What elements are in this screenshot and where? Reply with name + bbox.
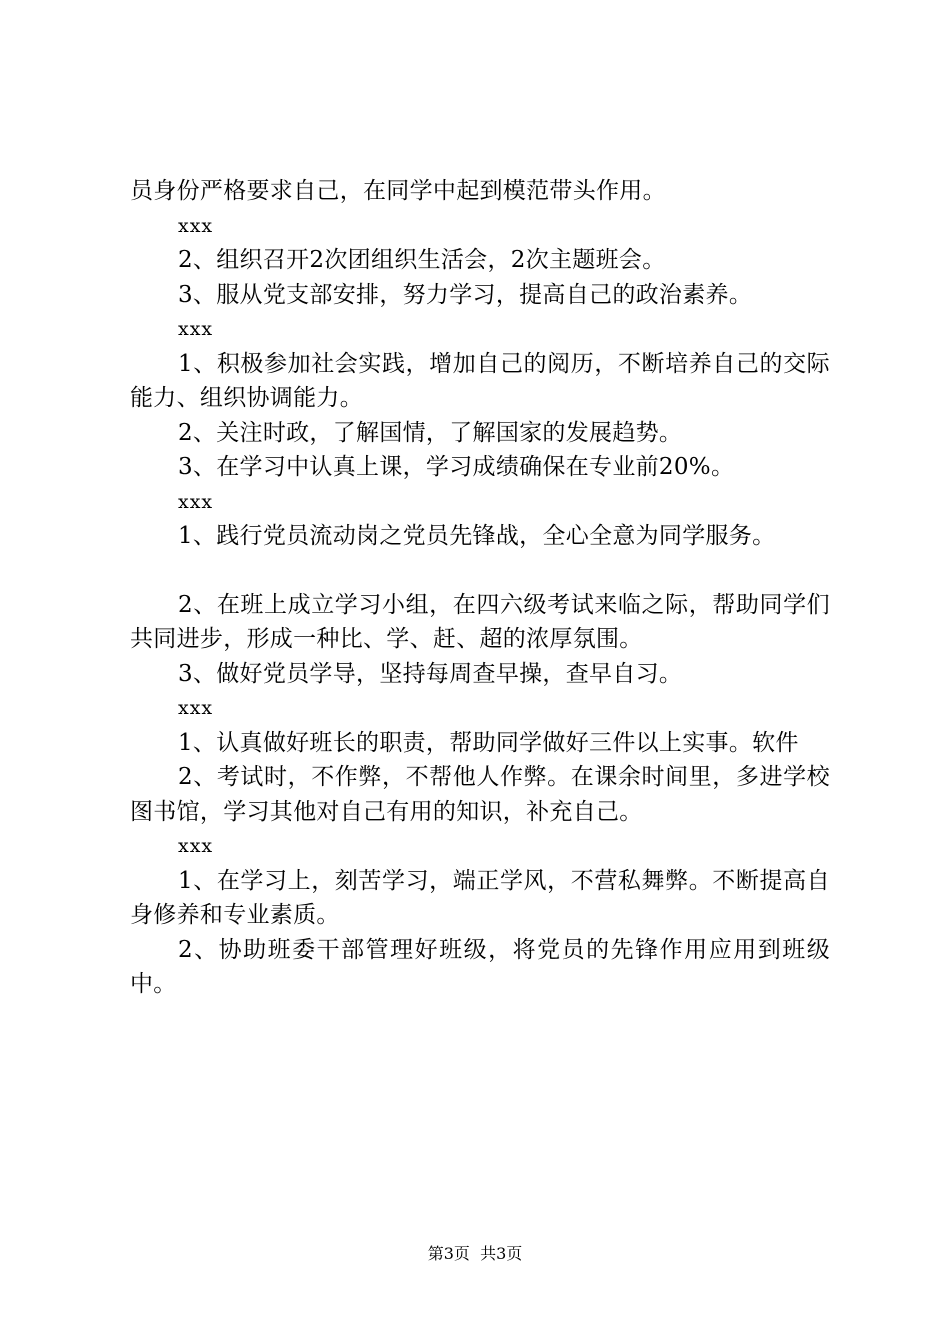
body-paragraph: 1、积极参加社会实践，增加自己的阅历，不断培养自己的交际能力、组织协调能力。 <box>130 350 830 411</box>
body-paragraph: 3、做好党员学导，坚持每周查早操，查早自习。 <box>178 660 683 687</box>
body-paragraph: 3、在学习中认真上课，学习成绩确保在专业前20%。 <box>178 454 735 480</box>
page-footer <box>0 1244 950 1264</box>
document-body <box>130 174 830 1002</box>
section-heading: xxx <box>178 697 214 719</box>
body-paragraph: 1、在学习上，刻苦学习，端正学风，不营私舞弊。不断提高自身修养和专业素质。 <box>130 867 830 928</box>
body-paragraph: 2、组织召开2次团组织生活会，2次主题班会。 <box>178 247 666 273</box>
body-paragraph: 1、认真做好班长的职责，帮助同学做好三件以上实事。软件 <box>178 729 799 756</box>
section-heading: xxx <box>178 214 214 237</box>
body-paragraph: 2、协助班委干部管理好班级，将党员的先锋作用应用到班级中。 <box>130 936 830 997</box>
body-paragraph: 2、在班上成立学习小组，在四六级考试来临之际，帮助同学们共同进步，形成一种比、学、赶、超的浓厚氛围。 <box>130 591 830 652</box>
body-paragraph: 员身份严格要求自己，在同学中起到模范带头作用。 <box>130 178 666 204</box>
body-paragraph: 1、践行党员流动岗之党员先锋战，全心全意为同学服务。 <box>178 523 776 549</box>
section-heading: xxx <box>178 835 214 857</box>
paragraph-spacer <box>130 554 830 588</box>
page-number-label: 第3页 共3页 <box>427 1244 523 1263</box>
body-paragraph: 2、关注时政，了解国情，了解国家的发展趋势。 <box>178 419 683 446</box>
section-heading: xxx <box>178 490 214 513</box>
body-paragraph: 2、考试时，不作弊，不帮他人作弊。在课余时间里，多进学校图书馆，学习其他对自己有用的知识，补充自己。 <box>130 764 830 825</box>
body-paragraph: 3、服从党支部安排，努力学习，提高自己的政治素养。 <box>178 281 753 308</box>
section-heading: xxx <box>178 318 214 340</box>
